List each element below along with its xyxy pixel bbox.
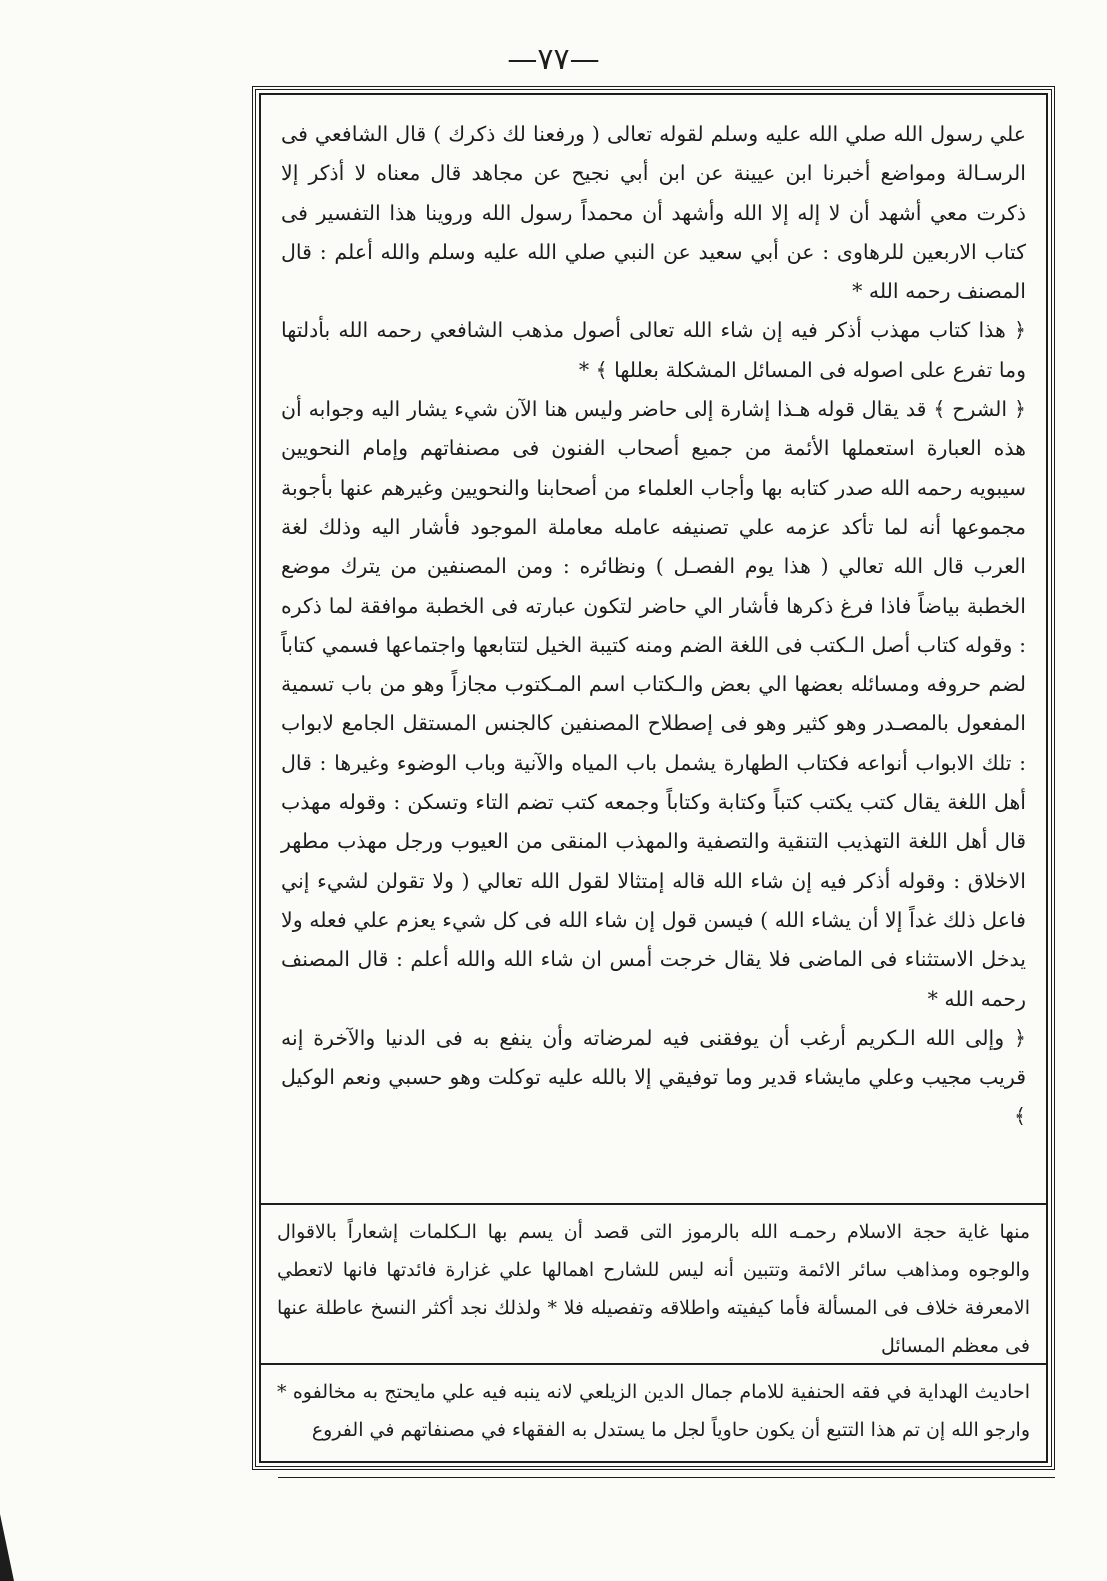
main-text-block [261,95,1046,1203]
footnote-block-2 [261,1363,1046,1469]
paragraph-opening: علي رسول الله صلي الله عليه وسلم لقوله تعالى ( ورفعنا لك ذكرك ) قال الشافعي فى الرسـالة ومواضع أخبرنا ابن عيينة عن ابن أبي نجيح عن مجاهد قال معناه لا أذكر إلا ذكرت معي أشهد أن لا إله إلا الله وأشهد أن محمداً رسول الله وروينا هذا التفسير فى كتاب الاربعين للرهاوى : عن أبي سعيد عن النبي صلي الله عليه وسلم والله أعلم : قال المصنف رحمه الله * [281,122,1026,304]
paragraph-matn-dua: ﴿ وإلى الله الـكريم أرغب أن يوفقنى فيه لمرضاته وأن ينفع به فى الدنيا والآخرة إنه قريب مجيب وعلي مايشاء قدير وما توفيقي إلا بالله عليه توكلت وهو حسبي ونعم الوكيل ﴾ [281,1025,1026,1129]
footnote-text-2: احاديث الهداية في فقه الحنفية للامام جمال الدين الزيلعي لانه ينبه فيه علي مايحتج به مخالفوه * وارجو الله إن تم هذا التتبع أن يكون حاوياً لجل ما يستدل به الفقهاء في مصنفاتهم في الفروع [277,1381,1030,1441]
footnote-text-1: منها غاية حجة الاسلام رحمـه الله بالرموز التى قصد أن يسم بها الـكلمات إشعاراً بالاقوال والوجوه ومذاهب سائر الائمة وتتبين أنه ليس للشارح اهمالها علي غزارة فائدتها فانها لاتعطي الامعرفة خلاف فى المسألة فأما كيفيته واطلاقه وتفصيله فلا * ولذلك نجد أكثر النسخ عاطلة عنها فى معظم المسائل [277,1221,1030,1357]
page-frame [252,86,1055,1470]
scan-corner-mark [0,1514,14,1581]
frame-bottom-edge [278,1477,1055,1478]
footnote-block-1 [261,1203,1046,1363]
page-number: —٧٧— [507,42,600,77]
paragraph-matn-title: ﴿ هذا كتاب مهذب أذكر فيه إن شاء الله تعالى أصول مذهب الشافعي رحمه الله بأدلتها وما تفرع على اصوله فى المسائل المشكلة بعللها ﴾ * [281,318,1026,382]
page-frame-inner [259,93,1048,1463]
paragraph-sharh: ﴿ الشرح ﴾ قد يقال قوله هـذا إشارة إلى حاضر وليس هنا الآن شيء يشار اليه وجوابه أن هذه العبارة استعملها الأئمة من جميع أصحاب الفنون فى مصنفاتهم وإمام النحويين سيبويه رحمه الله صدر كتابه بها وأجاب العلماء من أصحابنا والنحويين وغيرهم عنها بأجوبة مجموعها أنه لما تأكد عزمه علي تصنيفه عامله معاملة الموجود فأشار اليه وذلك لغة العرب قال الله تعالي ( هذا يوم الفصـل ) ونظائره : ومن المصنفين من يترك موضع الخطبة بياضاً فاذا فرغ ذكرها فأشار الي حاضر لتكون عبارته فى الخطبة موافقة لما ذكره : وقوله كتاب أصل الـكتب فى اللغة الضم ومنه كتيبة الخيل لتتابعها واجتماعها فسمي كتاباً لضم حروفه ومسائله بعضها الي بعض والـكتاب اسم المـكتوب مجازاً وهو من باب تسمية المفعول بالمصـدر وهو كثير وهو فى إصطلاح المصنفين كالجنس المستقل الجامع لابواب : تلك الابواب أنواعه فكتاب الطهارة يشمل باب المياه والآنية وباب الوضوء وغيرها : قال أهل اللغة يقال كتب يكتب كتباً وكتابة وكتاباً وجمعه كتب تضم التاء وتسكن : وقوله مهذب قال أهل اللغة التهذيب التنقية والتصفية والمهذب المنقى من العيوب ورجل مهذب مطهر الاخلاق : وقوله أذكر فيه إن شاء الله قاله إمتثالا لقول الله تعالي ( ولا تقولن لشيء إني فاعل ذلك غداً إلا أن يشاء الله ) فيسن قول إن شاء الله فى كل شيء يعزم علي فعله ولا يدخل الاستثناء فى الماضى فلا يقال خرجت أمس ان شاء الله والله أعلم : قال المصنف رحمه الله * [281,397,1026,1011]
